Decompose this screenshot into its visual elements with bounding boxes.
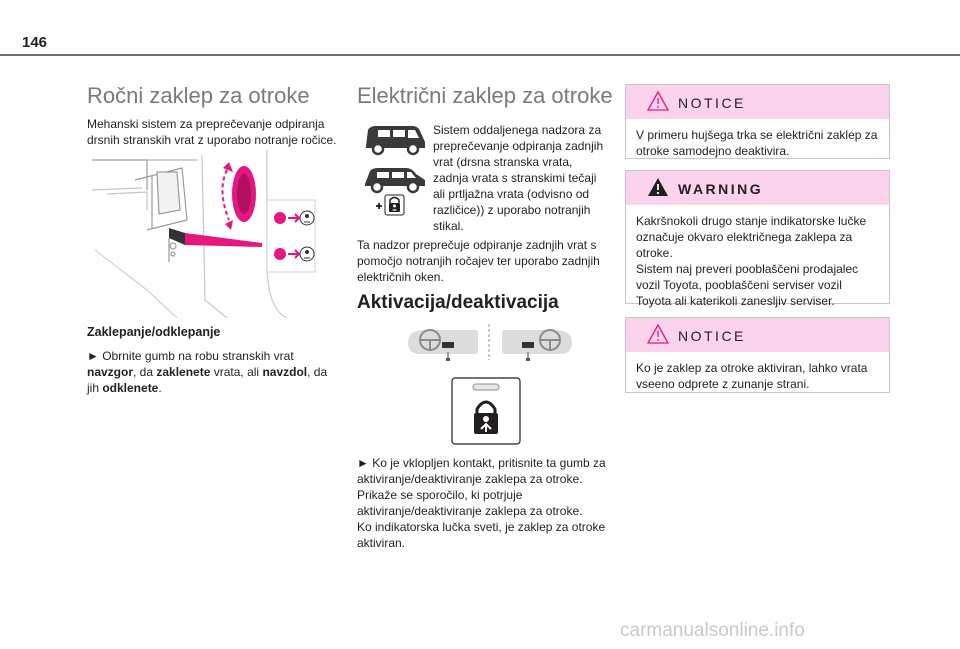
instruction-bold: odklenete <box>102 381 159 395</box>
instruction-bold: zaklenete <box>156 365 211 379</box>
page-number: 146 <box>22 34 48 51</box>
instruction-bold: navzdol <box>262 365 308 379</box>
instruction-bold: navzgor <box>87 365 134 379</box>
notice-header <box>626 318 889 352</box>
warning-triangle-icon <box>646 323 670 345</box>
electric-lock-description: Ta nadzor preprečuje odpiranje zadnjih vrat s pomočjo notranjih ročajev ter uporabo zadnjih električnih oken. <box>357 238 600 284</box>
notice-title: NOTICE <box>678 328 746 344</box>
manual-child-lock-title: Ročni zaklep za otroke <box>87 83 310 108</box>
van-icon <box>362 122 428 156</box>
warning-header <box>626 171 889 205</box>
bullet-arrow: ► <box>87 349 99 363</box>
instruction-text: , da <box>133 365 157 379</box>
child-lock-button-icon <box>451 377 521 445</box>
notice-text: Ko je zaklep za otroke aktiviran, lahko vrata vseeno odprete z zunanje strani. <box>636 361 868 391</box>
watermark: carmanualsonline.info <box>620 620 805 641</box>
child-lock-plus-icon <box>375 194 405 216</box>
header-rule <box>0 54 960 56</box>
warning-triangle-icon <box>646 176 670 198</box>
locking-unlocking-subheading: Zaklepanje/odklepanje <box>87 325 221 339</box>
notice-crash <box>625 84 890 159</box>
warning-malfunction <box>625 170 890 308</box>
dashboard-steering-icons <box>406 322 574 362</box>
instruction-text: Obrnite gumb na robu stranskih vrat <box>98 349 294 363</box>
activation-subtitle: Aktivacija/deaktivacija <box>357 292 559 313</box>
activation-instruction: ► Ko je vklopljen kontakt, pritisnite ta gumb za aktiviranje/deaktiviranje zaklepa za otroke. Prikaže se sporočilo, ki potrjuje aktiviranje/deaktiviranje zaklepa za otroke. Ko indikatorska lučka sveti, je zaklep za otroke aktiviran. <box>357 456 606 550</box>
warning-triangle-icon <box>646 90 670 112</box>
notice-title: NOTICE <box>678 95 746 111</box>
warning-text: Kakršnokoli drugo stanje indikatorske lučke označuje okvaro električnega zaklepa za otroke. Sistem naj preveri pooblaščeni prodajalec vozil Toyota, pooblaščeni serviser vozil Toyota ali katerikoli zanesljiv serviser. <box>636 214 867 308</box>
mpv-icon <box>362 164 428 194</box>
electric-lock-side-text: Sistem oddaljenega nadzora za preprečevanje odpiranja zadnjih vrat (drsna stranska vrata, zadnja vrata s stranskimi tečaji ali prtljažna vrata (odvisno od različice)) z uporabo notranjih stikal. <box>433 123 604 233</box>
warning-title: WARNING <box>678 181 764 197</box>
door-child-lock-illustration <box>87 150 337 318</box>
electric-child-lock-title: Električni zaklep za otroke <box>357 83 613 108</box>
instruction-text: . <box>158 381 162 395</box>
instruction-text: , da jih <box>87 365 328 395</box>
manual-child-lock-intro: Mehanski sistem za preprečevanje odpiranja drsnih stranskih vrat z uporabo notranje ročice. <box>87 117 337 147</box>
notice-text: V primeru hujšega trka se električni zaklep za otroke samodejno deaktivira. <box>636 128 878 158</box>
notice-outside-open <box>625 317 890 393</box>
notice-header <box>626 85 889 119</box>
manual-lock-instruction <box>87 348 339 396</box>
instruction-text: vrata, ali <box>210 365 263 379</box>
